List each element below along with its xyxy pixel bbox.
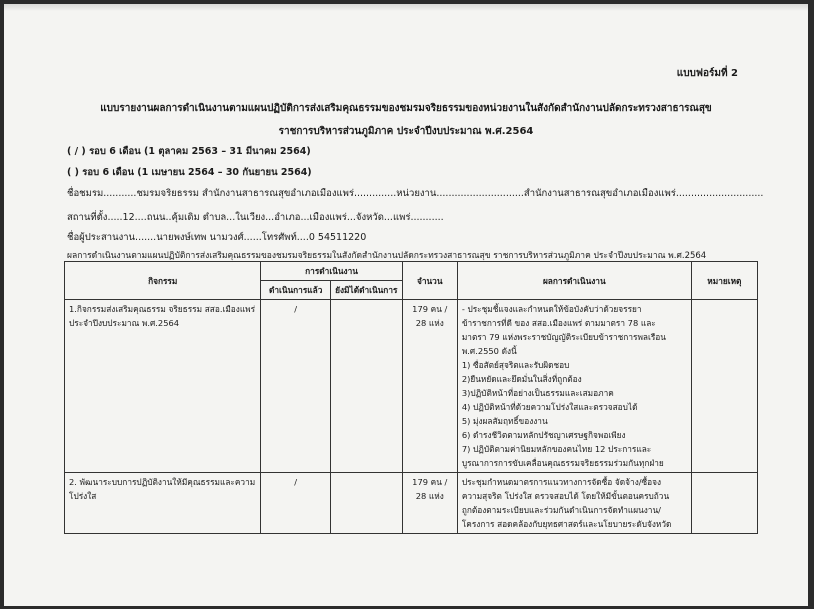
row-result: [457, 473, 691, 534]
row-activity: 2. พัฒนาระบบการปฏิบัติงานให้มีคุณธรรมและความโปร่งใส: [65, 473, 261, 534]
row-count-places: 28 แห่ง: [415, 491, 444, 501]
result-line: ประชุมกำหนดมาตรการแนวทางการจัดซื้อ จัดจ้าง/ซื้อจง: [461, 477, 662, 487]
result-line: - ประชุมชี้แจงและกำหนดให้ข้อบังคับว่าด้วยจรรยา: [461, 304, 642, 314]
row-not-done-mark: [330, 300, 402, 473]
result-line: โครงการ สอดคล้องกับยุทธศาสตร์และนโยบายระดับจังหวัด: [461, 519, 672, 529]
header-activity: กิจกรรม: [65, 262, 261, 300]
result-line: มาตรา 79 แห่งพระราชบัญญัติระเบียบข้าราชการพลเรือน: [461, 332, 666, 342]
row-activity: 1.กิจกรรมส่งเสริมคุณธรรม จริยธรรม สสอ.เมืองแพร่ ประจำปีงบประมาณ พ.ศ.2564: [65, 300, 261, 473]
result-line: 2)ยืนหยัดและยึดมั่นในสิ่งที่ถูกต้อง: [461, 374, 582, 384]
result-line: 3)ปฏิบัติหน้าที่อย่างเป็นธรรมและเสมอภาค: [461, 388, 614, 398]
row-count-places: 28 แห่ง: [415, 318, 444, 328]
form-number: แบบฟอร์มที่ 2: [676, 68, 738, 79]
result-line: 6) ดำรงชีวิตตามหลักปรัชญาเศรษฐกิจพอเพียง: [461, 430, 626, 440]
address-line: สถานที่ตั้ง.....12....ถนน..คุ้มเดิม ตำบล...ในเวียง...อำเภอ...เมืองแพร่...จังหวัด...แพร่...........: [67, 212, 444, 223]
document-page: [4, 4, 808, 606]
round-first-half: ( / ) รอบ 6 เดือน (1 ตุลาคม 2563 – 31 มีนาคม 2564): [67, 146, 311, 157]
intro-line: ผลการดำเนินงานตามแผนปฏิบัติการส่งเสริมคุณธรรมของชมรมจริยธรรมในสังกัดสำนักงานปลัดกระทรวงสาธารณสุข ราชการบริหารส่วนภูมิภาค ประจำปีงบประมาณ พ.ศ.2564: [67, 251, 707, 261]
row-note: [691, 473, 757, 534]
table-row: [65, 300, 758, 473]
result-line: 5) มุ่งผลสัมฤทธิ์ของงาน: [461, 416, 548, 426]
coordinator-line: ชื่อผู้ประสานงาน.......นายพงษ์เทพ นามวงศ์......โทรศัพท์....0 54511220: [67, 232, 367, 243]
header-count: จำนวน: [402, 262, 457, 300]
row-count-people: 179 คน /: [412, 304, 448, 314]
row-note: [691, 300, 757, 473]
result-line: 7) ปฏิบัติตามค่านิยมหลักของคนไทย 12 ประการและ: [461, 444, 652, 454]
report-table: [64, 261, 758, 534]
row-result: [457, 300, 691, 473]
report-subtitle: ราชการบริหารส่วนภูมิภาค ประจำปีงบประมาณ พ.ศ.2564: [278, 126, 534, 137]
row-done-mark: /: [261, 473, 331, 534]
row-not-done-mark: [330, 473, 402, 534]
row-count: [402, 300, 457, 473]
round-second-half: ( ) รอบ 6 เดือน (1 เมษายน 2564 – 30 กันยายน 2564): [67, 167, 312, 178]
row-count-people: 179 คน /: [412, 477, 448, 487]
header-not-done: ยังมิได้ดำเนินการ: [330, 281, 402, 300]
result-line: พ.ศ.2550 ดังนี้: [461, 346, 517, 356]
result-line: ความสุจริต โปร่งใส ตรวจสอบได้ โดยให้มีขั้นตอนครบถ้วน: [461, 491, 670, 501]
report-title: แบบรายงานผลการดำเนินงานตามแผนปฏิบัติการส่งเสริมคุณธรรมของชมรมจริยธรรมของหน่วยงานในสังกัดสำนักงานปลัดกระทรวงสาธารณสุข: [100, 103, 712, 114]
scan-shadow: [4, 4, 808, 11]
result-line: ถูกต้องตามระเบียบและร่วมกันดำเนินการจัดทำแผนงาน/: [461, 505, 661, 515]
row-count: [402, 473, 457, 534]
header-result: ผลการดำเนินงาน: [457, 262, 691, 300]
result-line: บูรณาการการขับเคลื่อนคุณธรรมจริยธรรมร่วมกันทุกฝ่าย: [461, 458, 664, 468]
club-name-line: ชื่อชมรม...........ชมรมจริยธรรม สำนักงานสาธารณสุขอำเภอเมืองแพร่..............หน่วยงาน.............................สำนักงานสาธารณสุขอำเภอเมืองแพร่.............................: [67, 188, 764, 199]
result-line: ข้าราชการที่ดี ของ สสอ.เมืองแพร่ ตามมาตรา 78 และ: [461, 318, 656, 328]
header-operation: การดำเนินงาน: [261, 262, 402, 281]
table-row: [65, 473, 758, 534]
result-line: 1) ซื่อสัตย์สุจริตและรับผิดชอบ: [461, 360, 570, 370]
row-done-mark: /: [261, 300, 331, 473]
header-done: ดำเนินการแล้ว: [261, 281, 331, 300]
header-note: หมายเหตุ: [691, 262, 757, 300]
result-line: 4) ปฏิบัติหน้าที่ด้วยความโปร่งใสและตรวจสอบได้: [461, 402, 638, 412]
